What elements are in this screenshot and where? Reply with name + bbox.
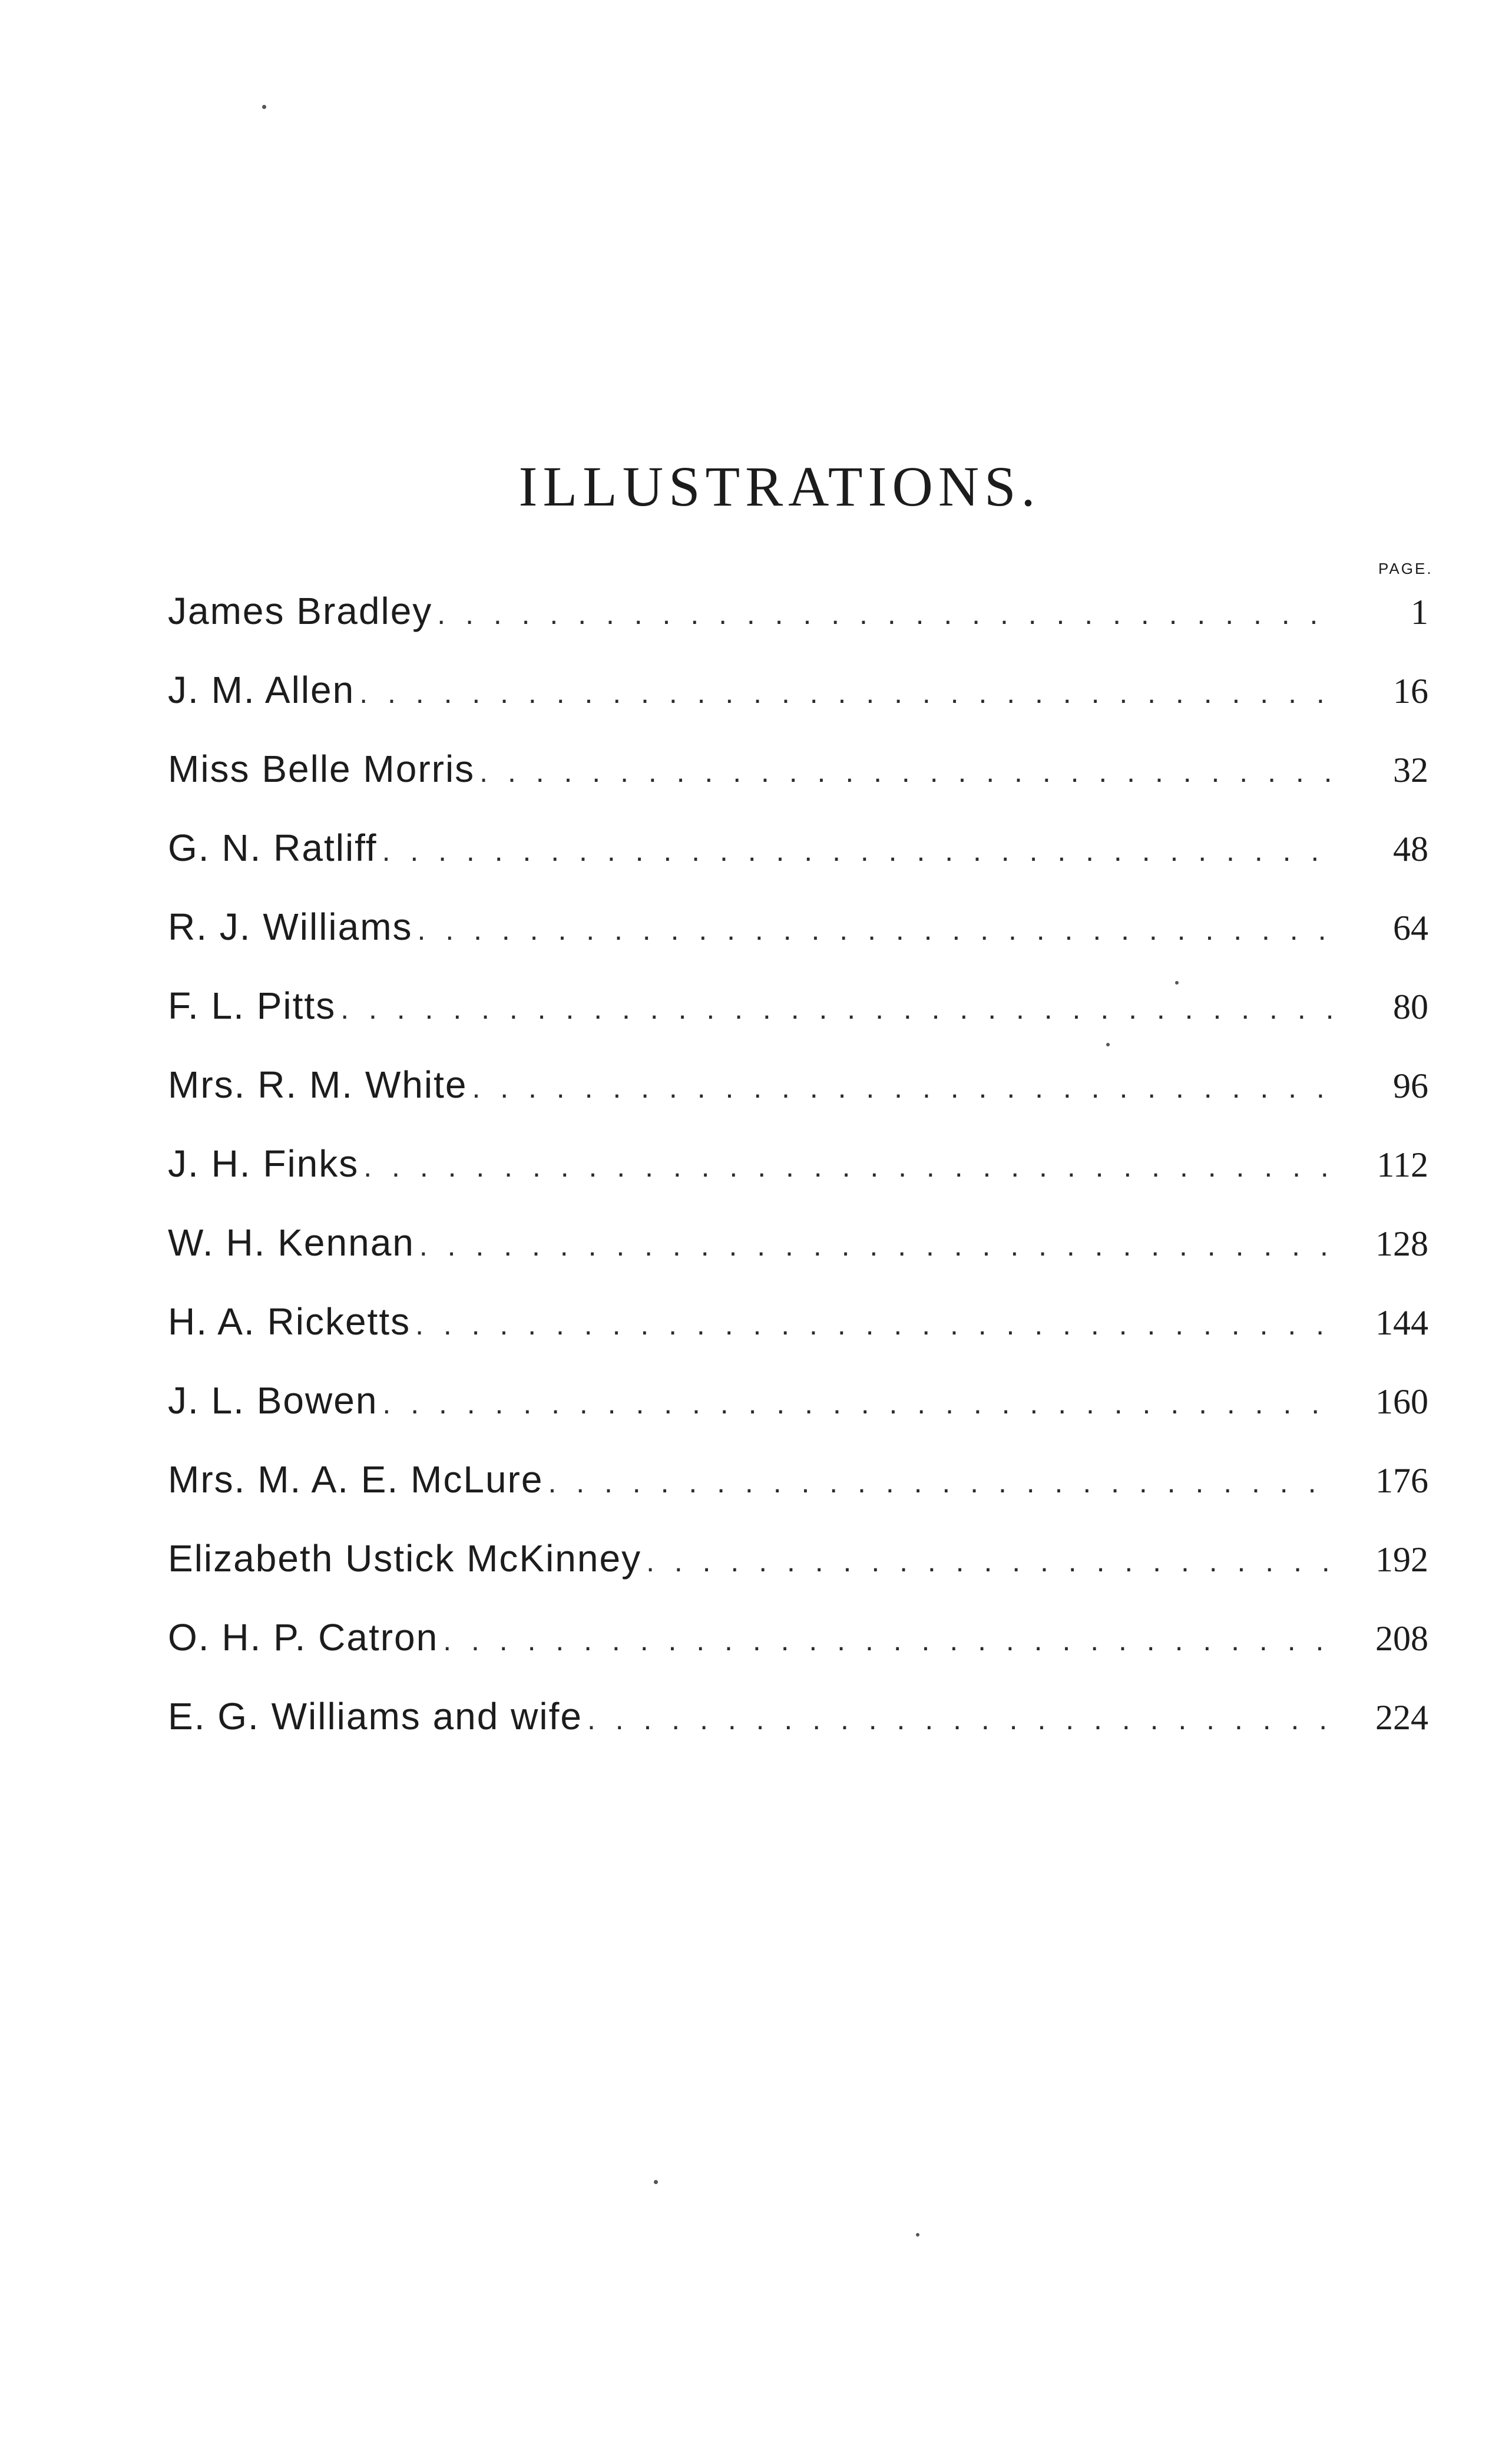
dot-leader	[479, 755, 1334, 789]
entry-name: J. H. Finks	[168, 1142, 359, 1185]
print-speck	[916, 2233, 919, 2237]
entry-name: James Bradley	[168, 590, 433, 632]
entry-name: H. A. Ricketts	[168, 1300, 411, 1343]
list-item	[168, 1142, 1428, 1221]
entry-page-number: 192	[1375, 1540, 1428, 1579]
dot-leader	[646, 1544, 1334, 1578]
entry-name: E. G. Williams and wife	[168, 1695, 583, 1737]
entry-name: Elizabeth Ustick McKinney	[168, 1537, 642, 1580]
entry-name: O. H. P. Catron	[168, 1616, 439, 1659]
page-title: ILLUSTRATIONS.	[518, 455, 1041, 518]
dot-leader	[382, 1386, 1334, 1421]
entry-name: R. J. Williams	[168, 906, 413, 948]
list-item	[168, 1694, 1428, 1773]
list-item	[168, 747, 1428, 826]
entry-name: Mrs. M. A. E. McLure	[168, 1458, 544, 1501]
entry-page-number: 80	[1393, 987, 1428, 1026]
entry-page-number: 48	[1393, 830, 1428, 868]
entry-page-number: 1	[1411, 593, 1428, 632]
entry-name: F. L. Pitts	[168, 985, 336, 1027]
entry-page-number: 224	[1375, 1698, 1428, 1737]
illustrations-list	[168, 589, 1428, 1773]
dot-leader	[340, 992, 1334, 1026]
entry-page-number: 144	[1375, 1303, 1428, 1342]
entry-name: G. N. Ratliff	[168, 827, 378, 869]
list-item	[168, 1537, 1428, 1616]
print-speck	[1175, 981, 1179, 985]
dot-leader	[443, 1623, 1334, 1657]
entry-name: Mrs. R. M. White	[168, 1063, 468, 1106]
dot-leader	[587, 1702, 1334, 1736]
print-speck	[262, 105, 266, 109]
entry-page-number: 160	[1375, 1382, 1428, 1421]
list-item	[168, 1458, 1428, 1537]
entry-name: J. M. Allen	[168, 669, 355, 711]
dot-leader	[382, 834, 1334, 868]
entry-name: J. L. Bowen	[168, 1379, 378, 1422]
entry-page-number: 16	[1393, 672, 1428, 711]
dot-leader	[419, 1228, 1334, 1263]
dot-leader	[548, 1465, 1334, 1499]
entry-page-number: 64	[1393, 909, 1428, 947]
dot-leader	[472, 1071, 1334, 1105]
list-item	[168, 668, 1428, 747]
dot-leader	[363, 1149, 1334, 1184]
entry-page-number: 96	[1393, 1066, 1428, 1105]
entry-page-number: 128	[1375, 1224, 1428, 1263]
list-item	[168, 1063, 1428, 1142]
entry-page-number: 208	[1375, 1619, 1428, 1658]
entry-page-number: 32	[1393, 751, 1428, 790]
entry-name: W. H. Kennan	[168, 1221, 415, 1264]
list-item	[168, 826, 1428, 905]
list-item	[168, 589, 1428, 668]
list-item	[168, 1379, 1428, 1458]
print-speck	[654, 2180, 658, 2184]
list-item	[168, 984, 1428, 1063]
entry-page-number: 112	[1377, 1145, 1428, 1184]
dot-leader	[418, 913, 1334, 947]
list-item	[168, 1300, 1428, 1379]
print-speck	[1106, 1043, 1110, 1046]
dot-leader	[359, 676, 1334, 710]
list-item	[168, 905, 1428, 984]
entry-page-number: 176	[1375, 1461, 1428, 1500]
dot-leader	[437, 597, 1334, 631]
list-item	[168, 1221, 1428, 1300]
list-item	[168, 1616, 1428, 1694]
dot-leader	[415, 1307, 1334, 1342]
page-column-label: PAGE.	[1378, 560, 1433, 577]
entry-name: Miss Belle Morris	[168, 748, 475, 790]
